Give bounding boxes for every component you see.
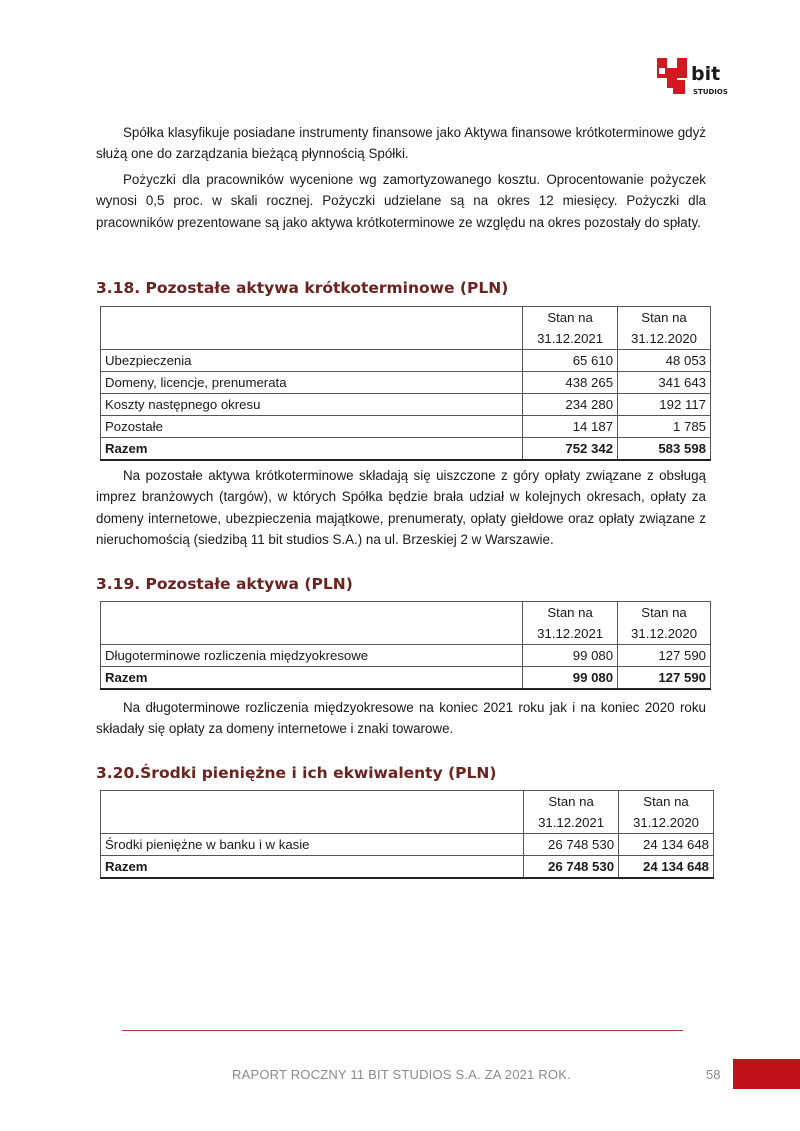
- table-header-blank: [101, 307, 523, 350]
- total-2020: 127 590: [618, 667, 711, 690]
- row-label: Pozostałe: [101, 416, 523, 438]
- total-label: Razem: [101, 856, 524, 879]
- total-label: Razem: [101, 667, 523, 690]
- paragraph-other-short-term-text: Na pozostałe aktywa krótkoterminowe składają się uiszczone z góry opłaty związane z obsługą imprez branżowych (targów), w których Spółka będzie brała udział w kolejnych okresach, opłaty za domeny internetowe, ubezpieczenia majątkowe, prenumeraty, opłaty giełdowe oraz opłaty związane z nieruchomością (siedzibą 11 bit studios S.A.) na ul. Brzeskiej 2 w Warszawie.: [96, 468, 706, 547]
- value-2021: 234 280: [523, 394, 618, 416]
- table-3-19: [100, 601, 711, 690]
- paragraph-loans: [96, 169, 706, 233]
- table-header-blank: [101, 791, 524, 834]
- section-title-3-18: 3.18. Pozostałe aktywa krótkoterminowe (PLN): [96, 279, 509, 297]
- section-title-3-20: 3.20.Środki pieniężne i ich ekwiwalenty (PLN): [96, 764, 497, 782]
- col-2021-date: 31.12.2021: [523, 623, 618, 645]
- paragraph-other-short-term: [96, 465, 706, 550]
- total-2021: 99 080: [523, 667, 618, 690]
- col-2020-header: Stan na: [618, 602, 711, 624]
- col-2021-header: Stan na: [523, 307, 618, 329]
- total-label: Razem: [101, 438, 523, 461]
- table-total-row: [101, 438, 711, 461]
- table-3-18: [100, 306, 711, 461]
- total-2020: 583 598: [618, 438, 711, 461]
- value-2020: 1 785: [618, 416, 711, 438]
- col-2020-date: 31.12.2020: [618, 623, 711, 645]
- paragraph-loans-text: Pożyczki dla pracowników wycenione wg zamortyzowanego kosztu. Oprocentowanie pożyczek wynosi 0,5 proc. w skali rocznej. Pożyczki udzielane są na okres 12 miesięcy. Pożyczki dla pracowników prezentowane są jako aktywa krótkoterminowe ze względu na okres pozostały do spłaty.: [96, 172, 706, 230]
- col-2020-date: 31.12.2020: [619, 812, 714, 834]
- col-2021-date: 31.12.2021: [523, 328, 618, 350]
- table-row: [101, 645, 711, 667]
- value-2021: 14 187: [523, 416, 618, 438]
- paragraph-instruments: [96, 122, 706, 165]
- logo-text: bit: [691, 63, 721, 85]
- row-label: Domeny, licencje, prenumerata: [101, 372, 523, 394]
- value-2020: 127 590: [618, 645, 711, 667]
- footer-divider: [122, 1030, 683, 1031]
- table-header-blank: [101, 602, 523, 645]
- value-2020: 341 643: [618, 372, 711, 394]
- paragraph-long-term-accruals: [96, 697, 706, 740]
- table-row: [101, 350, 711, 372]
- total-2021: 752 342: [523, 438, 618, 461]
- col-2020-header: Stan na: [618, 307, 711, 329]
- table-total-row: [101, 856, 714, 879]
- col-2021-header: Stan na: [524, 791, 619, 813]
- row-label: Ubezpieczenia: [101, 350, 523, 372]
- total-2021: 26 748 530: [524, 856, 619, 879]
- page-number: 58: [706, 1067, 721, 1082]
- value-2020: 24 134 648: [619, 834, 714, 856]
- col-2020-header: Stan na: [619, 791, 714, 813]
- table-row: [101, 372, 711, 394]
- col-2021-date: 31.12.2021: [524, 812, 619, 834]
- row-label: Koszty następnego okresu: [101, 394, 523, 416]
- value-2021: 438 265: [523, 372, 618, 394]
- total-2020: 24 134 648: [619, 856, 714, 879]
- row-label: Środki pieniężne w banku i w kasie: [101, 834, 524, 856]
- table-total-row: [101, 667, 711, 690]
- paragraph-instruments-text: Spółka klasyfikuje posiadane instrumenty finansowe jako Aktywa finansowe krótkoterminowe gdyż służą one do zarządzania bieżącą płynnością Spółki.: [96, 125, 706, 162]
- value-2020: 192 117: [618, 394, 711, 416]
- logo-subtext: STUDIOS: [693, 88, 728, 96]
- value-2021: 65 610: [523, 350, 618, 372]
- footer-report-title: RAPORT ROCZNY 11 BIT STUDIOS S.A. ZA 2021 ROK.: [232, 1067, 571, 1082]
- value-2021: 99 080: [523, 645, 618, 667]
- company-logo: [655, 54, 737, 100]
- table-row: [101, 834, 714, 856]
- table-3-20: [100, 790, 714, 879]
- value-2020: 48 053: [618, 350, 711, 372]
- value-2021: 26 748 530: [524, 834, 619, 856]
- col-2021-header: Stan na: [523, 602, 618, 624]
- table-row: [101, 394, 711, 416]
- table-row: [101, 416, 711, 438]
- row-label: Długoterminowe rozliczenia międzyokresowe: [101, 645, 523, 667]
- paragraph-long-term-accruals-text: Na długoterminowe rozliczenia międzyokresowe na koniec 2021 roku jak i na koniec 2020 roku składały się opłaty za domeny internetowe i znaki towarowe.: [96, 700, 706, 737]
- footer-accent-bar: [733, 1059, 800, 1089]
- col-2020-date: 31.12.2020: [618, 328, 711, 350]
- section-title-3-19: 3.19. Pozostałe aktywa (PLN): [96, 575, 353, 593]
